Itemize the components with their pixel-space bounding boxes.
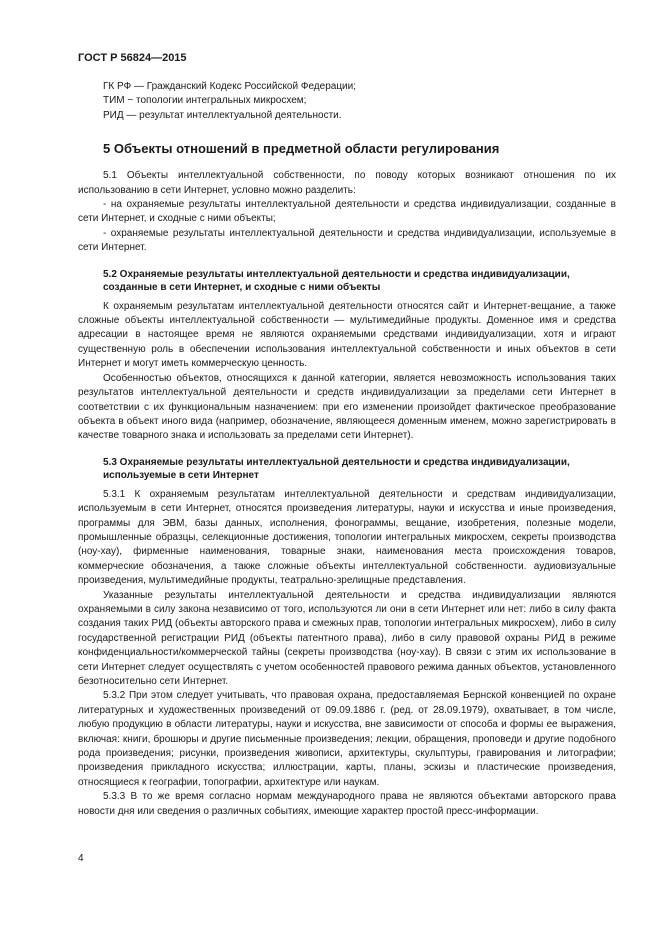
section-5-3-1-paragraph-2: Указанные результаты интеллектуальной деятельности и средства индивидуализации являются охраняемыми в силу закона независимо от того, используются ли они в сети Интернет или нет: либо в силу факта создания таких РИД (объекты авторского права и смежных прав, топологии интегральных микросхем), либо в силу государственной регистрации РИД (объекты патентного права), либо в силу правовой охраны РИД в режиме конфиденциальности/коммерческой тайны (секреты производства (ноу-хау). В связи с этим их использование в сети Интернет следует осуществлять с учетом особенностей правового режима данных объектов, установленного безотносительно сети Интернет. [78, 589, 616, 687]
section-5-3-title: 5.3 Охраняемые результаты интеллектуальной деятельности и средства индивидуализации, используемые в сети Интернет [103, 456, 570, 482]
abbreviation-rid: РИД — результат интеллектуальной деятельности. [103, 109, 342, 121]
abbreviations-list [103, 80, 616, 123]
page-content [78, 80, 616, 819]
abbreviation-tim: ТИМ − топологии интегральных микросхем; [103, 95, 307, 107]
section-5-1-item-created: - на охраняемые результаты интеллектуальной деятельности и средства индивидуализации, созданные в сети Интернет, и сходные с ними объекты; [78, 199, 616, 225]
abbreviation-gk-rf: ГК РФ — Гражданский Кодекс Российской Федерации; [103, 81, 356, 92]
document-header: ГОСТ Р 56824—2015 [78, 52, 187, 64]
section-5-3-1-paragraph: 5.3.1 К охраняемым результатам интеллектуальной деятельности и средствам индивидуализации, используемым в сети Интернет, относятся произведения литературы, науки и искусства и иные произведения, программы для ЭВМ, базы данных, исполнения, фонограммы, вещание, изобретения, полезные модели, промышленные образцы, селекционные достижения, топологии интегральных микросхем, секреты производства (ноу-хау), фирменные наименования, товарные знаки, наименования места происхождения товаров, коммерческие обозначения, а также сложные объекты интеллектуальной собственности. аудиовизуальные произведения, мультимедийные продукты, театрально-зрелищные представления. [78, 488, 616, 587]
section-5-1-paragraph: 5.1 Объекты интеллектуальной собственности, по поводу которых возникают отношения по их использованию в сети Интернет, условно можно разделить: [78, 170, 616, 196]
section-5-3-3-paragraph: 5.3.3 В то же время согласно нормам международного права не являются объектами авторского права новости дня или сведения о различных событиях, имеющие характер простой пресс-информации. [78, 791, 616, 817]
section-5-3-2-paragraph: 5.3.2 При этом следует учитывать, что правовая охрана, предоставляемая Бернской конвенцией по охране литературных и художественных произведений от 09.09.1886 г. (ред. от 28.09.1979), охватывает, в том числе, любую продукцию в области литературы, науки и искусства, вне зависимости от способа и формы ее выражения, включая: книги, брошюры и другие письменные произведения; лекции, обращения, проповеди и другие подобного рода произведения; рисунки, произведения живописи, архитектуры, скульптуры, гравирования и литографии; произведения прикладного искусства; иллюстрации, карты, планы, эскизы и пластические произведения, относящиеся к географии, топографии, архитектуре или наукам. [78, 690, 616, 788]
section-5-title: 5 Объекты отношений в предметной области регулирования [103, 141, 500, 157]
section-5-2-title: 5.2 Охраняемые результаты интеллектуальной деятельности и средства индивидуализации, созданные в сети Интернет, и сходные с ними объекты [103, 268, 570, 294]
section-5-2-paragraph-1: К охраняемым результатам интеллектуальной деятельности относятся сайт и Интернет-вещание, а также сложные объекты интеллектуальной собственности — мультимедийные продукты. Доменное имя и средства адресации в настоящее время не являются охраняемыми средствами индивидуализации, хотя и играют существенную роль в обеспечении использования интеллектуальной собственности и иных объектов в сети Интернет и могут иметь коммерческую ценность. [78, 300, 616, 370]
section-5-2-paragraph-2: Особенностью объектов, относящихся к данной категории, является невозможность использования таких результатов интеллектуальной деятельности и средств индивидуализации за пределами сети Интернет в соответствии с их функциональным назначением: при его изменении произойдет фактическое преобразование объекта в объект иного вида (например, обозначение, являющееся доменным именем, можно зарегистрировать в качестве товарного знака и использовать за пределами сети Интернет). [78, 372, 616, 442]
section-5-1-item-used: - охраняемые результаты интеллектуальной деятельности и средства индивидуализации, используемые в сети Интернет. [78, 227, 616, 254]
page-number: 4 [78, 853, 84, 864]
